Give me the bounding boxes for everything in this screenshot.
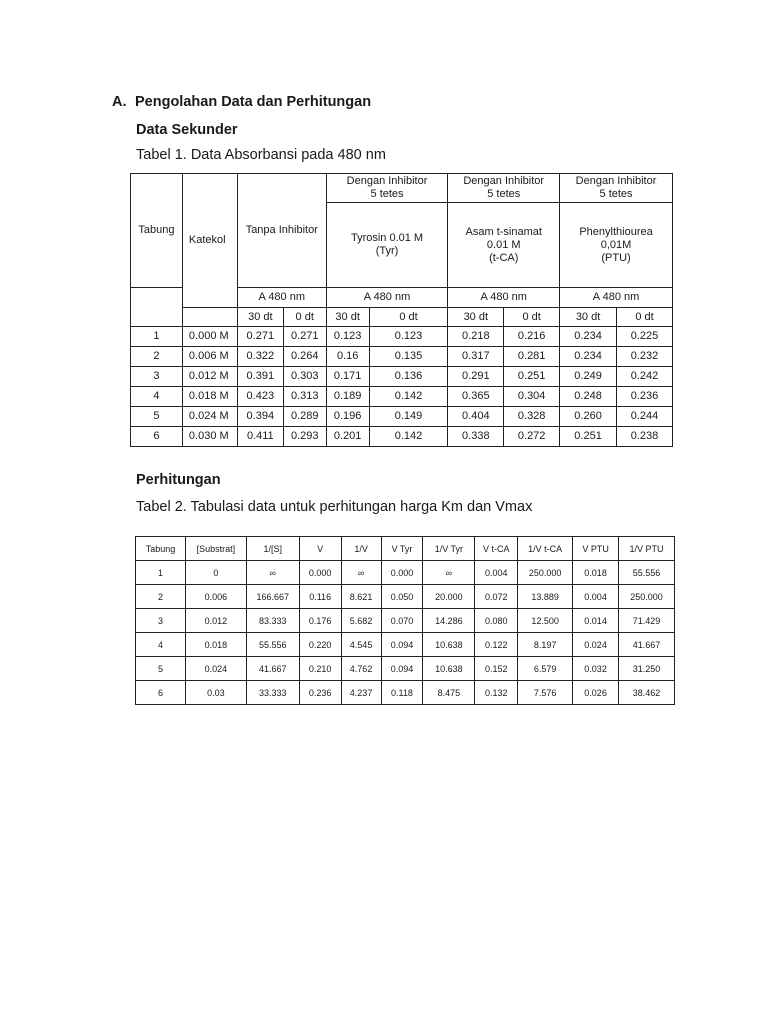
table-cell: 0.094	[381, 657, 423, 681]
table-cell: 83.333	[246, 609, 299, 633]
table-cell: 0.391	[237, 367, 283, 387]
table1-dt0: 0 dt	[617, 308, 673, 327]
table-header-cell: 1/V PTU	[619, 537, 675, 561]
table-cell: 0.018	[185, 633, 246, 657]
table-cell: 0.234	[560, 347, 617, 367]
table-cell: 0.142	[369, 427, 448, 447]
table-cell: 0.220	[299, 633, 341, 657]
table1-dt30: 30 dt	[237, 308, 283, 327]
table-header-cell: V PTU	[573, 537, 619, 561]
table1-unit: A 480 nm	[560, 288, 673, 308]
table1-unit: A 480 nm	[237, 288, 326, 308]
table-cell: 3	[136, 609, 186, 633]
table-cell: 0.210	[299, 657, 341, 681]
table-cell: 14.286	[423, 609, 475, 633]
table-cell: 0.234	[560, 327, 617, 347]
table-cell: 0.317	[448, 347, 504, 367]
table-header-cell: V t-CA	[475, 537, 518, 561]
table-cell: 4.545	[341, 633, 381, 657]
table-cell: 41.667	[246, 657, 299, 681]
table-cell: 0.123	[369, 327, 448, 347]
table-cell: 0.024	[573, 633, 619, 657]
table-cell: ∞	[246, 561, 299, 585]
table-cell: 166.667	[246, 585, 299, 609]
table-cell: 0.176	[299, 609, 341, 633]
table-cell: 38.462	[619, 681, 675, 705]
table-cell: 12.500	[518, 609, 573, 633]
table-cell: 0.272	[504, 427, 560, 447]
table-cell: 0.018 M	[182, 387, 237, 407]
table1-dt0: 0 dt	[369, 308, 448, 327]
table-cell: 10.638	[423, 657, 475, 681]
table-cell: 0.244	[617, 407, 673, 427]
table-cell: 0	[185, 561, 246, 585]
table-cell: 6	[131, 427, 183, 447]
table-row	[131, 347, 673, 367]
table-cell: 0.411	[237, 427, 283, 447]
table-cell: 250.000	[518, 561, 573, 585]
table-cell: 1	[131, 327, 183, 347]
table-cell: 0.142	[369, 387, 448, 407]
table-cell: 31.250	[619, 657, 675, 681]
table-cell: 0.236	[299, 681, 341, 705]
km-vmax-table	[135, 536, 675, 705]
table-cell: 0.423	[237, 387, 283, 407]
table2-header-row	[136, 537, 675, 561]
table-cell: 0.293	[283, 427, 326, 447]
table1-unit: A 480 nm	[448, 288, 560, 308]
table-cell: 13.889	[518, 585, 573, 609]
table-cell: 0.018	[573, 561, 619, 585]
table-cell: ∞	[341, 561, 381, 585]
table-cell: 0.328	[504, 407, 560, 427]
table-cell: 0.289	[283, 407, 326, 427]
table-header-cell: 1/V t-CA	[518, 537, 573, 561]
table1-header-row	[131, 174, 673, 203]
table-cell: 8.621	[341, 585, 381, 609]
table-cell: 0.149	[369, 407, 448, 427]
absorbance-table	[130, 173, 673, 447]
table-cell: 0.050	[381, 585, 423, 609]
table-cell: 0.196	[326, 407, 369, 427]
table-cell: 0.004	[475, 561, 518, 585]
table-cell: 0.189	[326, 387, 369, 407]
table-cell: 0.291	[448, 367, 504, 387]
table-header-cell: 1/V	[341, 537, 381, 561]
table-cell: 250.000	[619, 585, 675, 609]
table-cell: 0.122	[475, 633, 518, 657]
table-cell: 0.260	[560, 407, 617, 427]
table-cell: 0.304	[504, 387, 560, 407]
table-cell: 6.579	[518, 657, 573, 681]
table-cell: 6	[136, 681, 186, 705]
table-cell: 0.006 M	[182, 347, 237, 367]
table-cell: 8.197	[518, 633, 573, 657]
table-cell: 5.682	[341, 609, 381, 633]
table-row	[136, 657, 675, 681]
table-cell: 1	[136, 561, 186, 585]
table1-body	[131, 327, 673, 447]
table-cell: 4.762	[341, 657, 381, 681]
table-cell: 0.026	[573, 681, 619, 705]
table-row	[131, 427, 673, 447]
table-row	[131, 407, 673, 427]
table-cell: 0.116	[299, 585, 341, 609]
table-cell: 0.000	[381, 561, 423, 585]
table-cell: 2	[136, 585, 186, 609]
table-cell: 10.638	[423, 633, 475, 657]
table-cell: 0.080	[475, 609, 518, 633]
table-cell: 5	[136, 657, 186, 681]
table-row	[131, 387, 673, 407]
table1-col-tanpa: Tanpa Inhibitor	[237, 174, 326, 288]
table-cell: 0.281	[504, 347, 560, 367]
table-cell: 0.216	[504, 327, 560, 347]
table1-inhibitor-tyr: Tyrosin 0.01 M (Tyr)	[326, 203, 448, 288]
table-cell: ∞	[423, 561, 475, 585]
table-cell: 0.322	[237, 347, 283, 367]
table1-group-tca: Dengan Inhibitor 5 tetes	[448, 174, 560, 203]
table-cell: 0.264	[283, 347, 326, 367]
table-cell: 71.429	[619, 609, 675, 633]
table-cell: 0.024 M	[182, 407, 237, 427]
table-cell: 0.070	[381, 609, 423, 633]
table-cell: 4	[136, 633, 186, 657]
table-cell: 0.338	[448, 427, 504, 447]
table-row	[136, 561, 675, 585]
table-cell: 0.251	[560, 427, 617, 447]
table1-dt0: 0 dt	[283, 308, 326, 327]
table-cell: 0.024	[185, 657, 246, 681]
table-cell: 0.201	[326, 427, 369, 447]
table-row	[136, 585, 675, 609]
table-cell: 0.271	[283, 327, 326, 347]
table-cell: 0.236	[617, 387, 673, 407]
table-header-cell: [Substrat]	[185, 537, 246, 561]
table-cell: 0.094	[381, 633, 423, 657]
table1-col-katekol: Katekol	[182, 174, 237, 308]
table-cell: 0.248	[560, 387, 617, 407]
table-cell: 0.238	[617, 427, 673, 447]
table-cell: 0.249	[560, 367, 617, 387]
table-cell: 0.404	[448, 407, 504, 427]
table-cell: 3	[131, 367, 183, 387]
table-cell: 2	[131, 347, 183, 367]
table-cell: 55.556	[619, 561, 675, 585]
table-cell: 0.000 M	[182, 327, 237, 347]
table-cell: 4	[131, 387, 183, 407]
table-row	[131, 327, 673, 347]
table-cell: 0.014	[573, 609, 619, 633]
table2-body	[136, 561, 675, 705]
table1-col-tabung: Tabung	[131, 174, 183, 288]
subheading-perhitungan: Perhitungan	[136, 472, 221, 488]
table-cell: 0.171	[326, 367, 369, 387]
table-cell: 0.123	[326, 327, 369, 347]
table-header-cell: V Tyr	[381, 537, 423, 561]
table-cell: 0.16	[326, 347, 369, 367]
table1-time-row	[131, 308, 673, 327]
table-row	[136, 681, 675, 705]
table1-unit: A 480 nm	[326, 288, 448, 308]
table-cell: 0.135	[369, 347, 448, 367]
table-header-cell: V	[299, 537, 341, 561]
section-heading	[112, 94, 371, 110]
table-cell: 0.136	[369, 367, 448, 387]
table-cell: 0.303	[283, 367, 326, 387]
table-cell: 0.03	[185, 681, 246, 705]
table-row	[131, 367, 673, 387]
table-cell: 41.667	[619, 633, 675, 657]
table1-group-ptu: Dengan Inhibitor 5 tetes	[560, 174, 673, 203]
table-cell: 0.012	[185, 609, 246, 633]
table1-dt30: 30 dt	[448, 308, 504, 327]
table-header-cell: 1/V Tyr	[423, 537, 475, 561]
table2-caption: Tabel 2. Tabulasi data untuk perhitungan harga Km dan Vmax	[136, 499, 533, 515]
table1-inhibitor-ptu: Phenylthiourea 0,01M (PTU)	[560, 203, 673, 288]
table-cell: 0.000	[299, 561, 341, 585]
table-cell: 55.556	[246, 633, 299, 657]
table-cell: 0.152	[475, 657, 518, 681]
table-header-cell: 1/[S]	[246, 537, 299, 561]
table-cell: 0.251	[504, 367, 560, 387]
table-cell: 0.232	[617, 347, 673, 367]
section-title: Pengolahan Data dan Perhitungan	[135, 94, 372, 110]
table-cell: 0.225	[617, 327, 673, 347]
table1-group-tyr: Dengan Inhibitor 5 tetes	[326, 174, 448, 203]
section-letter: A.	[112, 94, 127, 110]
subheading-data-sekunder: Data Sekunder	[136, 122, 238, 138]
table-cell: 0.118	[381, 681, 423, 705]
table-cell: 0.004	[573, 585, 619, 609]
table-cell: 4.237	[341, 681, 381, 705]
table-cell: 0.313	[283, 387, 326, 407]
table-cell: 0.006	[185, 585, 246, 609]
table-cell: 0.072	[475, 585, 518, 609]
table1-dt30: 30 dt	[560, 308, 617, 327]
table-cell: 7.576	[518, 681, 573, 705]
table1-tabung-blank	[131, 288, 183, 327]
table-cell: 8.475	[423, 681, 475, 705]
table1-inhibitor-tca: Asam t-sinamat 0.01 M (t-CA)	[448, 203, 560, 288]
table-cell: 0.032	[573, 657, 619, 681]
table-cell: 0.242	[617, 367, 673, 387]
table1-dt0: 0 dt	[504, 308, 560, 327]
table-cell: 0.271	[237, 327, 283, 347]
table-cell: 0.012 M	[182, 367, 237, 387]
table-header-cell: Tabung	[136, 537, 186, 561]
table-cell: 0.218	[448, 327, 504, 347]
table1-dt30: 30 dt	[326, 308, 369, 327]
table-cell: 0.030 M	[182, 427, 237, 447]
table1-katekol-blank	[182, 308, 237, 327]
table-cell: 0.394	[237, 407, 283, 427]
table-cell: 0.132	[475, 681, 518, 705]
table-cell: 5	[131, 407, 183, 427]
table-cell: 33.333	[246, 681, 299, 705]
table-row	[136, 633, 675, 657]
table-cell: 0.365	[448, 387, 504, 407]
table-cell: 20.000	[423, 585, 475, 609]
table-row	[136, 609, 675, 633]
table1-caption: Tabel 1. Data Absorbansi pada 480 nm	[136, 147, 386, 163]
